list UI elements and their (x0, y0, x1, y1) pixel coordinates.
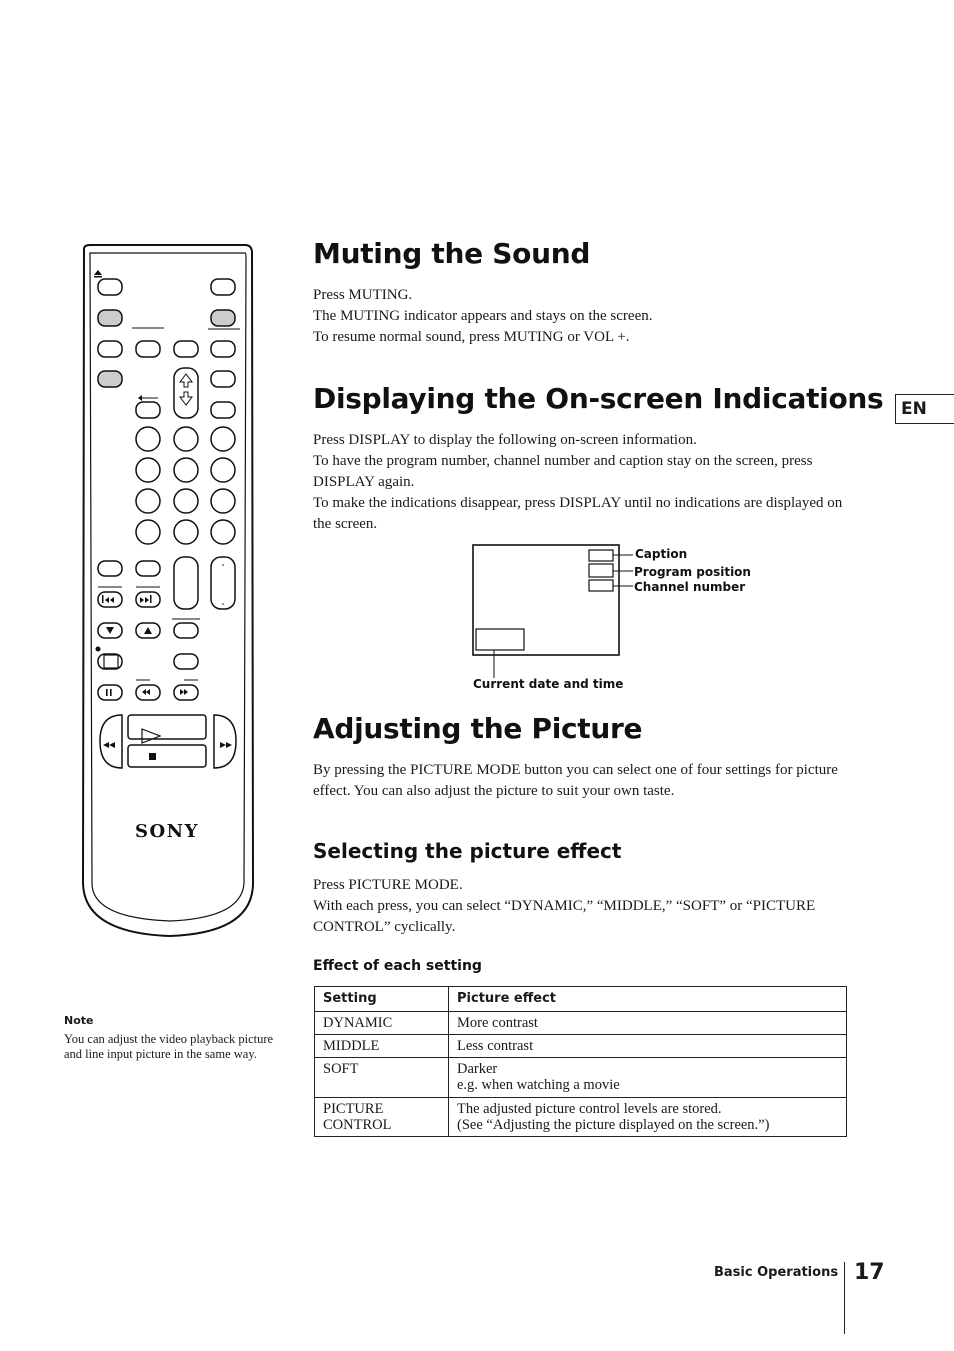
table-cell-setting: SOFT (315, 1058, 449, 1098)
tv-screen-diagram (465, 540, 645, 665)
effect-line: Darker (457, 1061, 498, 1077)
muting-title: Muting the Sound (313, 237, 591, 270)
note-title: Note (64, 1014, 94, 1027)
table-cell-effect: More contrast (449, 1012, 847, 1035)
effect-line: e.g. when watching a movie (457, 1077, 620, 1093)
date-time-leader-line (493, 650, 495, 678)
diagram-label-caption: Caption (635, 547, 688, 561)
diagram-label-current-date-time: Current date and time (473, 677, 624, 691)
note-text: You can adjust the video playback picture and line input picture in the same way. (64, 1032, 274, 1061)
footer-divider (844, 1262, 845, 1334)
page-number: 17 (854, 1260, 885, 1285)
display-body (313, 430, 853, 535)
picture-effect-subtitle: Selecting the picture effect (313, 839, 622, 863)
muting-body (313, 285, 853, 348)
remote-control-illustration (80, 243, 260, 943)
table-row (315, 1035, 847, 1058)
language-tab: EN (895, 394, 954, 424)
picture-effect-line-1: Press PICTURE MODE. (313, 877, 463, 893)
display-line-1: Press DISPLAY to display the following on-screen information. (313, 432, 697, 448)
picture-intro: By pressing the PICTURE MODE button you can select one of four settings for picture effect. You can also adjust the picture to suit your own taste. (313, 762, 838, 799)
setting-line: PICTURE (323, 1101, 384, 1117)
table-cell-effect: Less contrast (449, 1035, 847, 1058)
picture-title: Adjusting the Picture (313, 712, 643, 745)
remote-brand-logo: SONY (135, 821, 199, 842)
table-row (315, 1012, 847, 1035)
diagram-label-channel-number: Channel number (634, 580, 746, 594)
table-row (315, 1098, 847, 1137)
diagram-label-program-position: Program position (634, 565, 751, 579)
picture-effect-body (313, 875, 853, 938)
table-cell-effect (449, 1058, 847, 1098)
effect-table-title: Effect of each setting (313, 958, 482, 974)
table-cell-setting (315, 1098, 449, 1137)
table-cell-setting: DYNAMIC (315, 1012, 449, 1035)
display-title: Displaying the On-screen Indications (313, 382, 884, 415)
footer-section-name: Basic Operations (714, 1265, 839, 1280)
table-cell-effect (449, 1098, 847, 1137)
effect-line: The adjusted picture control levels are stored. (457, 1101, 722, 1117)
effect-line: (See “Adjusting the picture displayed on the screen.”) (457, 1117, 770, 1133)
muting-line-3: To resume normal sound, press MUTING or VOL +. (313, 329, 630, 345)
table-header-effect: Picture effect (449, 987, 847, 1012)
table-cell-setting: MIDDLE (315, 1035, 449, 1058)
table-header-row (315, 987, 847, 1012)
muting-line-1: Press MUTING. (313, 287, 413, 303)
picture-effect-line-2: With each press, you can select “DYNAMIC,” “MIDDLE,” “SOFT” or “PICTURE CONTROL” cyclically. (313, 898, 816, 935)
display-line-3: To make the indications disappear, press DISPLAY until no indications are displayed on the screen. (313, 495, 843, 532)
table-header-setting: Setting (315, 987, 449, 1012)
table-row (315, 1058, 847, 1098)
muting-line-2: The MUTING indicator appears and stays on the screen. (313, 308, 653, 324)
setting-line: CONTROL (323, 1117, 392, 1133)
picture-effect-table (314, 986, 847, 1137)
display-line-2: To have the program number, channel number and caption stay on the screen, press DISPLAY again. (313, 453, 813, 490)
